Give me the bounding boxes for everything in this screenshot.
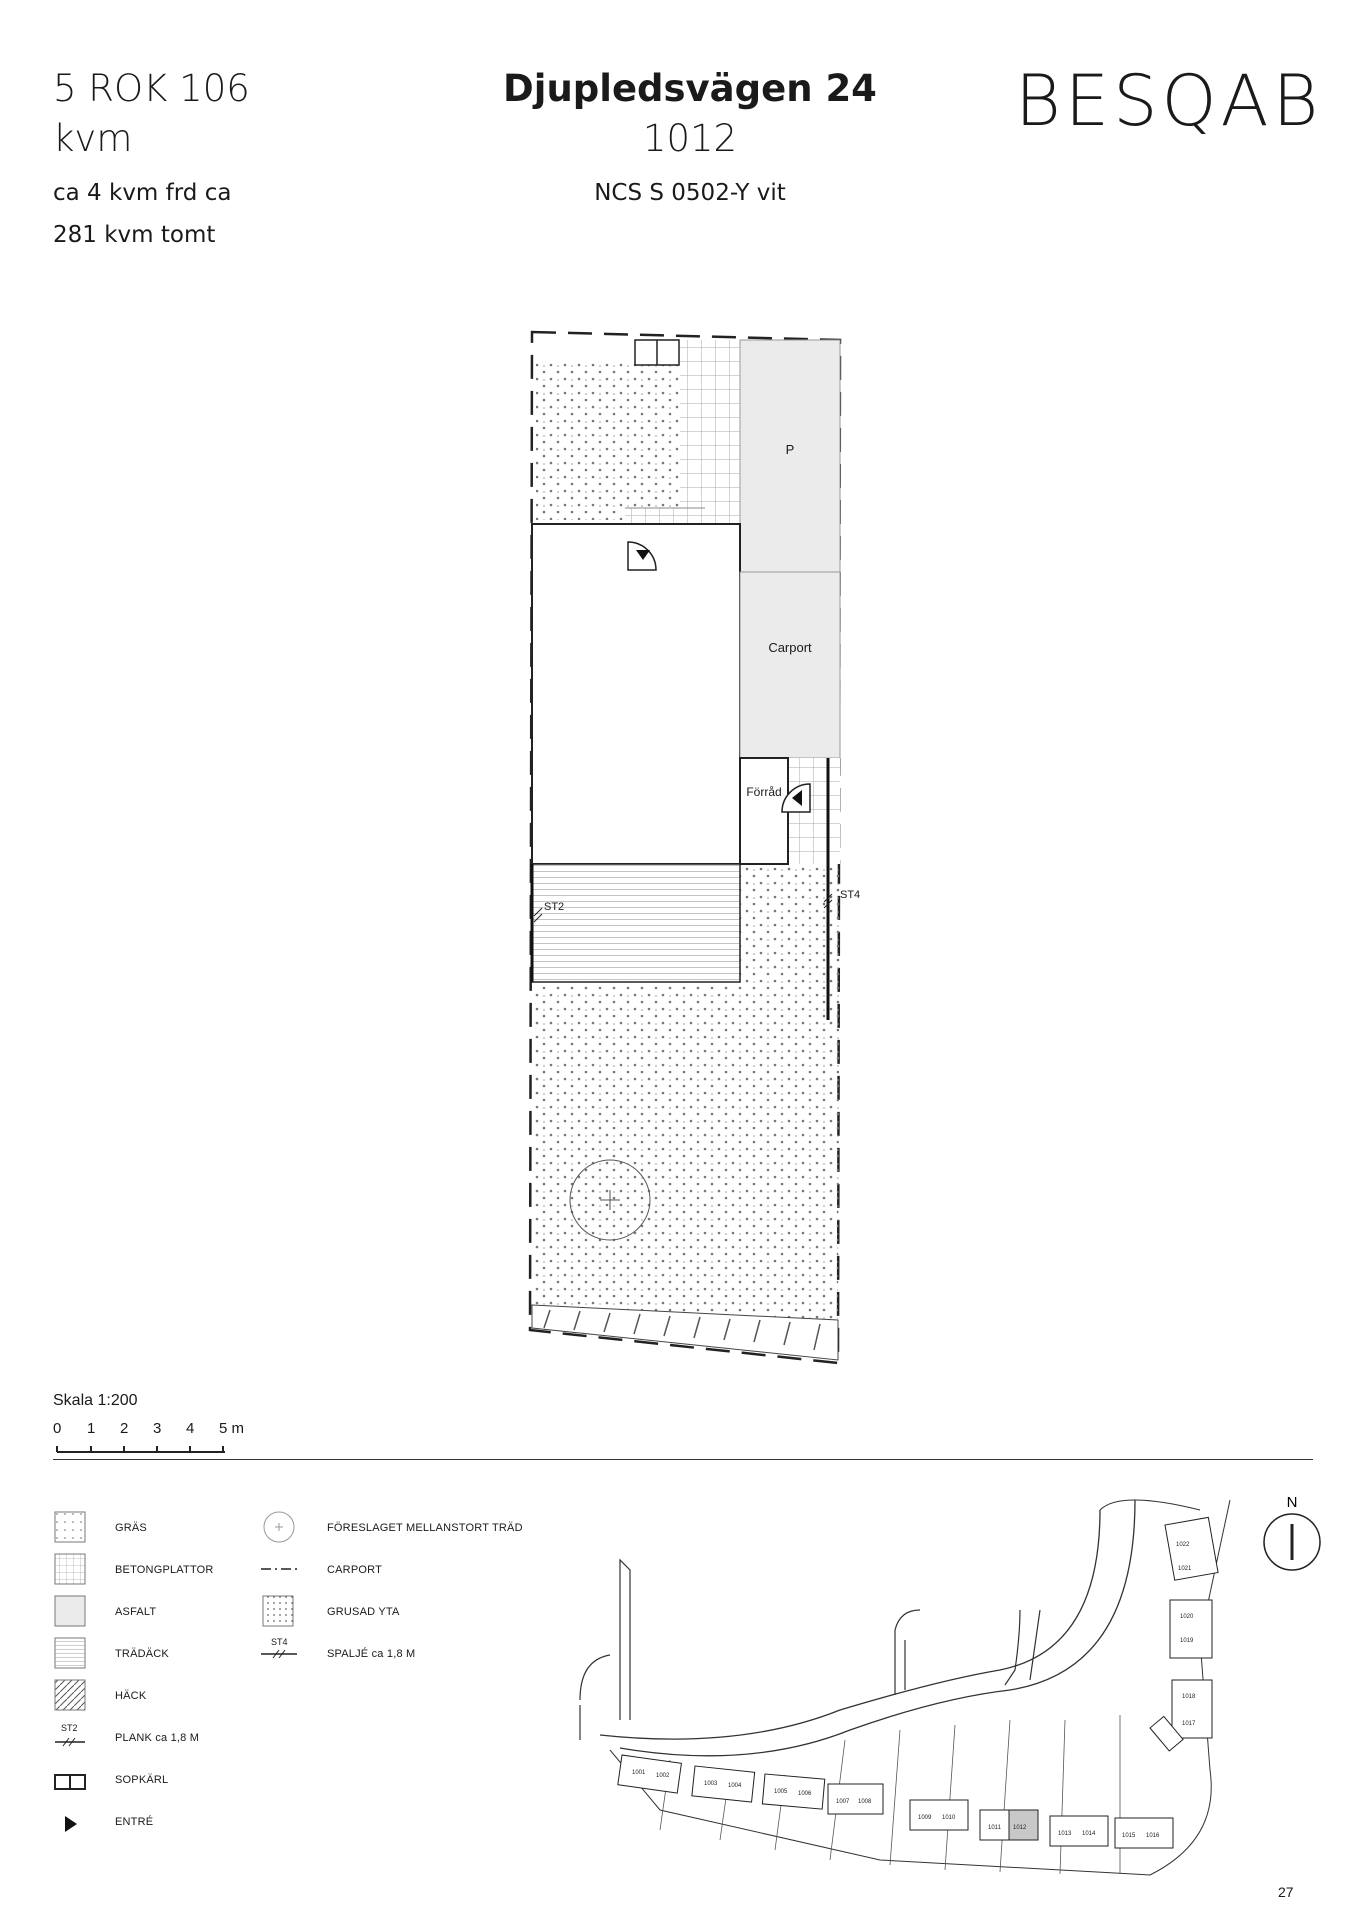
svg-text:1007: 1007 xyxy=(836,1799,850,1805)
scale-tick-1: 1 xyxy=(87,1420,96,1437)
parking-label: P xyxy=(785,442,795,457)
legend-label-tiles: BETONGPLATTOR xyxy=(115,1564,214,1576)
svg-text:1020: 1020 xyxy=(1180,1614,1194,1620)
svg-text:1004: 1004 xyxy=(728,1783,742,1789)
legend-swatches-left xyxy=(53,1510,93,1840)
legend-label-deck: TRÄDÄCK xyxy=(115,1648,169,1660)
svg-text:1006: 1006 xyxy=(798,1791,812,1797)
legend-label-grass: GRÄS xyxy=(115,1522,147,1534)
gravel-swatch-icon xyxy=(263,1596,293,1626)
legend-label-gravel: GRUSAD YTA xyxy=(327,1606,400,1618)
unit-1011-1012 xyxy=(980,1810,1038,1840)
trellis-symbol-icon xyxy=(261,1650,297,1658)
legend-label-trellis: SPALJÉ ca 1,8 M xyxy=(327,1648,416,1660)
color-code-text: NCS S 0502-Y vit xyxy=(594,180,786,206)
svg-text:1002: 1002 xyxy=(656,1773,670,1779)
st4-label: ST4 xyxy=(840,889,861,901)
section-divider xyxy=(53,1459,1313,1460)
svg-text:1019: 1019 xyxy=(1180,1638,1194,1644)
site-map xyxy=(560,1480,1340,1880)
wood-deck xyxy=(532,864,740,982)
svg-text:1014: 1014 xyxy=(1082,1831,1096,1837)
legend-swatches-right xyxy=(259,1510,299,1710)
unit-1003-1004 xyxy=(692,1766,755,1802)
unit-1005-1006 xyxy=(762,1774,824,1809)
carport-label: Carport xyxy=(768,640,812,655)
grass-swatch-icon xyxy=(55,1512,85,1542)
svg-text:1022: 1022 xyxy=(1176,1542,1190,1548)
svg-text:1017: 1017 xyxy=(1182,1721,1196,1727)
storage-shed xyxy=(740,758,788,864)
legend-label-bins: SOPKÄRL xyxy=(115,1774,169,1786)
hedge-swatch-icon xyxy=(55,1680,85,1710)
svg-text:1008: 1008 xyxy=(858,1799,872,1805)
scale-tick-0: 0 xyxy=(53,1420,62,1437)
storage-area-text: ca 4 kvm frd ca xyxy=(53,180,232,206)
plot-area-text: 281 kvm tomt xyxy=(53,222,216,248)
unit-1019-1020 xyxy=(1170,1600,1212,1658)
svg-text:1015: 1015 xyxy=(1122,1833,1136,1839)
unit-1021-1022 xyxy=(1165,1517,1218,1580)
proposed-tree-icon xyxy=(264,1512,294,1542)
svg-text:1012: 1012 xyxy=(1013,1825,1027,1831)
legend xyxy=(53,1510,553,1850)
svg-text:1001: 1001 xyxy=(632,1770,646,1776)
svg-text:1009: 1009 xyxy=(918,1815,932,1821)
scale-title: Skala 1:200 xyxy=(53,1392,138,1409)
unit-1015-1016 xyxy=(1115,1818,1173,1848)
house-footprint xyxy=(532,524,740,864)
street-line-north xyxy=(600,1510,1100,1739)
unit-1013-1014 xyxy=(1050,1816,1108,1846)
scale-tick-5: 5 m xyxy=(219,1420,245,1437)
unit-type-line1: 5 ROK 106 xyxy=(53,67,250,110)
street-line-south xyxy=(620,1500,1135,1756)
waste-bin-icon xyxy=(55,1775,85,1789)
scale-bar xyxy=(53,1420,313,1470)
wood-deck-swatch-icon xyxy=(55,1638,85,1668)
legend-label-carport: CARPORT xyxy=(327,1564,382,1576)
logo-text: BESQAB xyxy=(1015,60,1323,142)
north-arrow-icon xyxy=(1264,1494,1320,1570)
unit-1009-1010 xyxy=(910,1800,968,1830)
concrete-tiles-swatch-icon xyxy=(55,1554,85,1584)
asphalt-swatch-icon xyxy=(55,1596,85,1626)
company-logo xyxy=(1015,60,1335,150)
carport-area xyxy=(740,572,840,758)
legend-label-hedge: HÄCK xyxy=(115,1690,147,1702)
legend-symbol-st4: ST4 xyxy=(271,1637,288,1647)
unit-1007-1008 xyxy=(828,1784,883,1814)
st2-label: ST2 xyxy=(544,901,565,913)
unit-1017-1018 xyxy=(1172,1680,1212,1738)
legend-symbol-st2: ST2 xyxy=(61,1723,78,1733)
page-number: 27 xyxy=(1278,1884,1294,1900)
scale-tick-3: 3 xyxy=(153,1420,162,1437)
unit-number: 1012 xyxy=(642,117,738,160)
svg-text:1005: 1005 xyxy=(774,1789,788,1795)
fence-symbol-icon xyxy=(55,1738,85,1746)
legend-label-asphalt: ASFALT xyxy=(115,1606,157,1618)
storage-label: Förråd xyxy=(746,785,782,799)
svg-text:1010: 1010 xyxy=(942,1815,956,1821)
legend-label-fence: PLANK ca 1,8 M xyxy=(115,1732,200,1744)
svg-text:1016: 1016 xyxy=(1146,1833,1160,1839)
svg-text:1003: 1003 xyxy=(704,1781,718,1787)
scale-tick-2: 2 xyxy=(120,1420,129,1437)
legend-label-entrance: ENTRÉ xyxy=(115,1816,154,1828)
plot-plan xyxy=(520,320,861,1380)
north-label: N xyxy=(1286,1494,1298,1511)
svg-text:1018: 1018 xyxy=(1182,1694,1196,1700)
address-title: Djupledsvägen 24 xyxy=(503,67,877,110)
scale-tick-4: 4 xyxy=(186,1420,195,1437)
unit-type-line2: kvm xyxy=(53,117,133,160)
svg-text:1011: 1011 xyxy=(988,1825,1001,1831)
svg-text:1021: 1021 xyxy=(1178,1566,1192,1572)
svg-text:1013: 1013 xyxy=(1058,1831,1072,1837)
entrance-triangle-icon xyxy=(65,1816,77,1832)
unit-1001-1002 xyxy=(618,1755,682,1793)
legend-label-tree: FÖRESLAGET MELLANSTORT TRÄD xyxy=(327,1522,523,1534)
